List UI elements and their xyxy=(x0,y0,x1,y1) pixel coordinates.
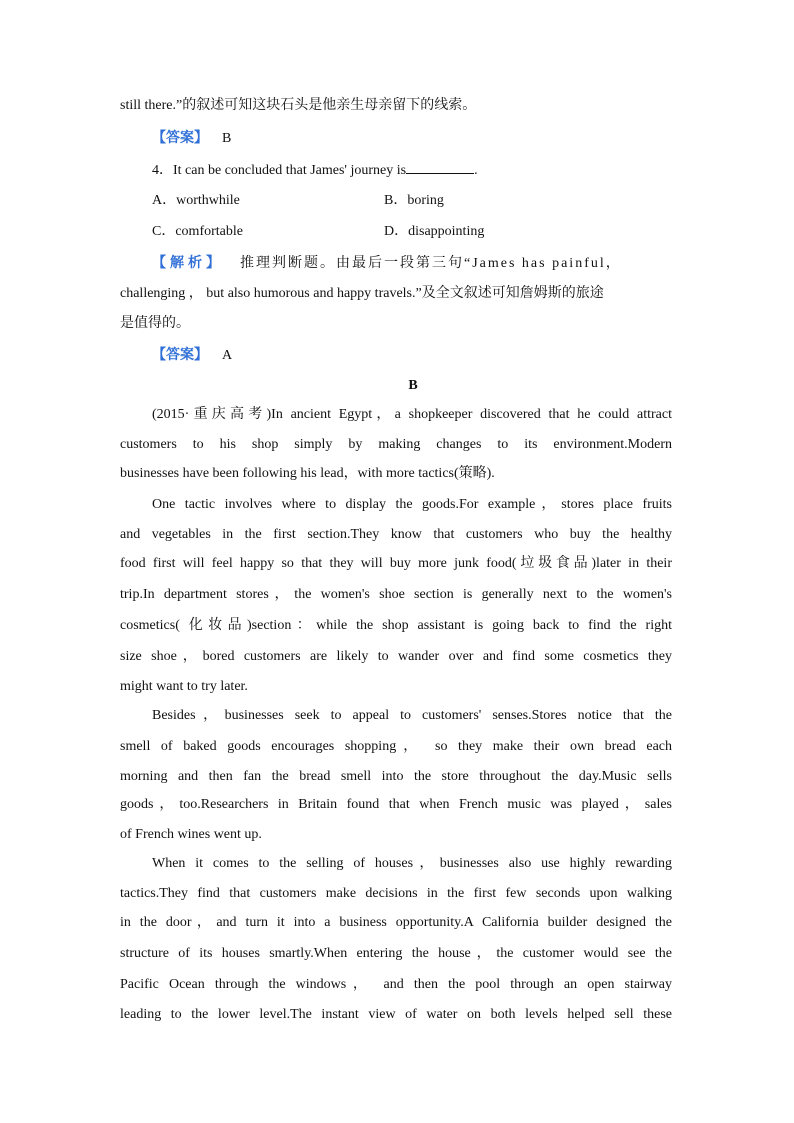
answer-value: B xyxy=(222,131,232,146)
passage-p1-line-2: customers to his shop simply by making changes to its environment.Modern xyxy=(120,437,672,452)
analysis-line-1 xyxy=(152,253,672,274)
answer-label: 【答案】 xyxy=(152,347,208,363)
passage-p2-line-5: cosmetics( 化妆品)section：while the shop assistant is going back to find the right xyxy=(120,618,672,633)
passage-p2-line-6: size shoe，bored customers are likely to wander over and find some cosmetics they xyxy=(120,649,672,664)
passage-p4-line-2: tactics.They find that customers make decisions in the first few seconds upon walking xyxy=(120,886,672,901)
option-a: A．worthwhile xyxy=(152,193,240,208)
passage-p4-line-1: When it comes to the selling of houses，businesses also use highly rewarding xyxy=(152,856,672,871)
passage-p3-line-1: Besides，businesses seek to appeal to customers' senses.Stores notice that the xyxy=(152,708,672,723)
passage-p2-line-4: trip.In department stores，the women's shoe section is generally next to the women's xyxy=(120,587,672,602)
passage-p4-line-6: leading to the lower level.The instant view of water on both levels helped sell these xyxy=(120,1007,672,1022)
analysis-line-2: challenging ， but also humorous and happy travels.”及全文叙述可知詹姆斯的旅途 xyxy=(120,286,604,301)
option-b: B．boring xyxy=(384,193,444,208)
passage-p3-line-3: morning and then fan the bread smell into the store throughout the day.Music sells xyxy=(120,769,672,784)
passage-p4-line-5: Pacific Ocean through the windows， and then the pool through an open stairway xyxy=(120,977,672,992)
passage-p2-line-2: and vegetables in the first section.They know that customers who buy the healthy xyxy=(120,527,672,542)
question-4 xyxy=(152,159,672,181)
answer-label: 【答案】 xyxy=(152,130,208,146)
answer-row-4 xyxy=(152,345,672,366)
passage-p2-line-3: food first will feel happy so that they will buy more junk food(垃圾食品)later in their xyxy=(120,556,672,571)
answer-blank xyxy=(406,159,474,174)
passage-p1-line-1: (2015·重庆高考)In ancient Egypt，a shopkeeper discovered that he could attract xyxy=(152,407,672,422)
passage-p3-line-2: smell of baked goods encourages shopping， so they make their own bread each xyxy=(120,739,672,754)
answer-value: A xyxy=(222,348,233,363)
passage-p3-line-5: of French wines went up. xyxy=(120,827,262,842)
passage-p3-line-4: goods，too.Researchers in Britain found that when French music was played，sales xyxy=(120,797,672,812)
passage-p1-line-3: businesses have been following his lead，with more tactics(策略). xyxy=(120,466,495,481)
analysis-line-3: 是值得的。 xyxy=(120,316,190,331)
option-d: D．disappointing xyxy=(384,224,485,239)
analysis-label: 【解析】 xyxy=(152,255,224,271)
question-4-end: . xyxy=(474,163,478,178)
question-4-text: 4．It can be concluded that James' journey is xyxy=(152,163,407,178)
answer-row-3 xyxy=(152,128,672,149)
option-c: C．comfortable xyxy=(152,224,243,239)
passage-p2-line-7: might want to try later. xyxy=(120,679,248,694)
prev-explanation-end: still there.”的叙述可知这块石头是他亲生母亲留下的线索。 xyxy=(120,98,477,113)
section-heading: B xyxy=(408,378,418,393)
passage-p2-line-1: One tactic involves where to display the goods.For example，stores place fruits xyxy=(152,497,672,512)
passage-p4-line-3: in the door，and turn it into a business opportunity.A California builder designed the xyxy=(120,915,672,930)
passage-p4-line-4: structure of its houses smartly.When entering the house，the customer would see the xyxy=(120,946,672,961)
analysis-text-1: 推理判断题。由最后一段第三句“James has painful， xyxy=(240,256,622,271)
